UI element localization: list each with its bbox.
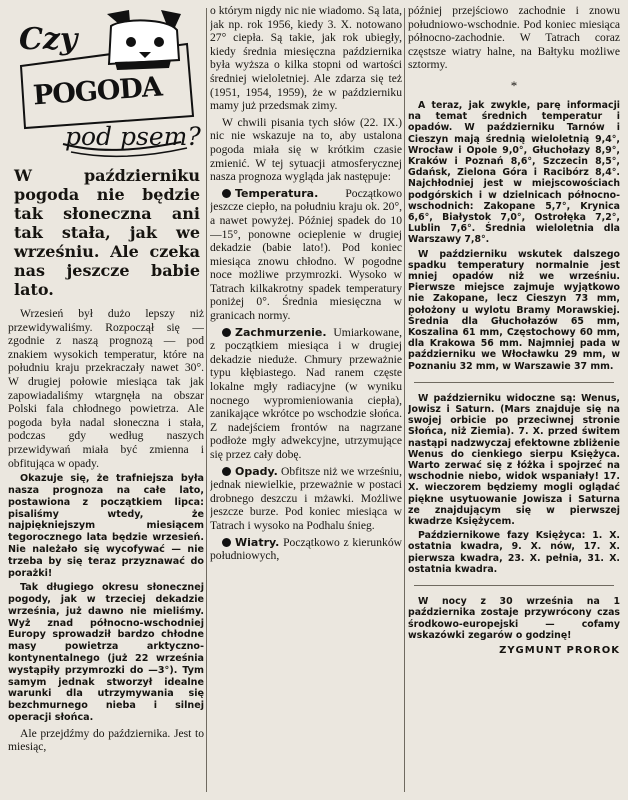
logo-word-pod-psem: pod psem?	[65, 122, 201, 151]
body-paragraph: W chwili pisania tych słów (22. IX.) nic nie wskazuje na to, aby ustalona pogoda miała się w krótkim czasie zmienić. W tej sytuacji atmosferycznej nasza prognoza wygląda jak następuje:	[210, 115, 402, 184]
body-paragraph: W październiku widoczne są: Wenus, Jowisz i Saturn. (Mars znajduje się na swojej orbicie po przeciwnej stronie Słońca, niż Ziemia). 7. X. przed świtem nastąpi nadzwyczaj efektowne zbliżenie Wenus do cienkiego sierpu Księżyca. Warto zerwać się z łóżka i spojrzeć na wschodnie niebo, widok wspaniały! 17. X. wieczorem będziemy mogli oglądać piękne usytuowanie Jowisza i Saturna ze znajdującym się w pierwszej kwadrze Księżycem.	[408, 392, 620, 528]
section-body: Obfitsze niż we wrześniu, jednak niewielkie, przeważnie w postaci drobnego deszczu i mżawki. Możliwe jeszcze burze. Pod koniec miesiąca w Tatrach i wysoko na Podhalu śnieg.	[210, 464, 402, 532]
body-paragraph: Ale przejdźmy do października. Jest to miesiąc,	[8, 726, 204, 754]
column-1	[8, 4, 204, 794]
section-body: Umiarkowane, z początkiem miesiąca i w drugiej dekadzie nieduże. Chmury przeważnie typu kłębiastego. Nad ranem częste lokalne mgły radiacyjne (w wyniku nocnego wypromieniowania ciepła), zanikające wkrótce po wschodzie słońca. Z nadejściem frontów na nagrzane podłoże mgły adwekcyjne, utrzymujące się przez cały dobę.	[210, 325, 402, 461]
divider	[414, 585, 614, 586]
section-heading: Zachmurzenie.	[235, 325, 327, 339]
bullet-icon	[222, 467, 231, 476]
bullet-icon	[222, 189, 231, 198]
forecast-wind	[210, 536, 402, 563]
header-logo	[11, 4, 201, 164]
body-paragraph: W nocy z 30 września na 1 października zostaje przywrócony czas środkowo-europejski — cofamy wskazówki zegarów o godzinę!	[408, 596, 620, 641]
body-paragraph: W październiku wskutek dalszego spadku temperatury normalnie jest mniej opadów niż we wrześniu. Pierwsze miejsce zajmuje wyjątkowo nie Zakopane, lecz Cieszyn 73 mm, położony u wylotu Bramy Morawskiej. Średnia dla Głuchołazów 65 mm, Koszalina 61 mm, Częstochowy 60 mm, dla Krakowa 56 mm. Najmniej pada w październiku we Włocławku 29 mm, w Poznaniu 32 mm, w Warszawie 37 mm.	[408, 248, 620, 372]
section-heading: Wiatry.	[235, 535, 280, 549]
body-paragraph: o którym nigdy nic nie wiadomo. Są lata, jak np. rok 1956, kiedy 3. X. notowano 27° ciepła. Są takie, jak rok ubiegły, kiedy średnia miesięczna października była wyższa o kilka stopni od wartości średniej wieloletniej. Ale zdarza się też (1951, 1954, 1959), że w październiku mamy już przedsmak zimy.	[210, 4, 402, 113]
bullet-icon	[222, 328, 231, 337]
divider	[414, 382, 614, 383]
body-paragraph: później przejściowo zachodnie i znowu południowo-wschodnie. Pod koniec miesiąca północno-zachodnie. W Tatrach coraz częstsze wiatry halne, na Bałtyku możliwe sztormy.	[408, 4, 620, 72]
body-paragraph: Tak długiego okresu słonecznej pogody, jak w trzeciej dekadzie września, już dawno nie mieliśmy. Wyż znad północno-wschodniej Europy sprowadził bardzo chłodne masy powietrza arktyczno-kontynentalnego (już 22 września wystąpiły przymrozki do —3°). Tym samym jednak stworzył idealne warunki dla utrzymywania się bezchmurnego nieba i silnej operacji słońca.	[8, 582, 204, 724]
lead-paragraph: W październiku pogoda nie będzie tak słoneczna ani tak stała, jak we wrześniu. Ale czeka nas jeszcze babie lato.	[14, 166, 200, 299]
section-heading: Opady.	[235, 464, 278, 478]
forecast-clouds	[210, 326, 402, 462]
section-heading: Temperatura.	[235, 186, 319, 200]
forecast-rain	[210, 465, 402, 533]
body-paragraph: Okazuje się, że trafniejsza była nasza prognoza na całe lato, postawiona z początkiem lipca: pisaliśmy wtedy, że najpiękniejszym miesiącem tegorocznego lata będzie wrzesień. Nie należało się wycofywać — nie trzeba by się teraz przyznawać do porażki!	[8, 473, 204, 579]
column-rule	[404, 8, 405, 792]
section-body: Początkowo jeszcze ciepło, na południu kraju ok. 20°, a nawet powyżej. Później spadek do 10—15°, ponowne ocieplenie w drugiej dekadzie (babie lato!). Pod koniec miesiąca znowu chłodno. W pogodne noce możliwe przymrozki. Wysoko w Tatrach kilkakrotny spadek temperatury poniżej 0°. Średnia miesięczna w granicach normy.	[210, 186, 402, 323]
star-separator: *	[510, 77, 518, 93]
section-body: Początkowo z kierunków południowych,	[210, 535, 402, 563]
bullet-icon	[222, 538, 231, 547]
body-paragraph: Październikowe fazy Księżyca: 1. X. ostatnia kwadra, 9. X. nów, 17. X. pierwsza kwadra, 23. X. pełnia, 31. X. ostatnia kwadra.	[408, 530, 620, 575]
logo-word-czy: Czy	[19, 22, 78, 57]
column-3	[408, 4, 620, 796]
column-2	[210, 4, 402, 796]
body-paragraph: Wrzesień był dużo lepszy niż przewidywaliśmy. Rozpoczął się — zgodnie z naszą prognozą — pod znakiem wysokich temperatur, które na południu kraju przekraczały nawet 30°. W drugiej połowie miesiąca tak jak zapowiadaliśmy wtargnęła na obszar Polski fala chłodnego powietrza. Ale pogoda była nadal słoneczna i stała, podczas gdy według naszych przewidywań miała być zmienna i obfitująca w opady.	[8, 307, 204, 470]
forecast-temperature	[210, 187, 402, 323]
body-paragraph: A teraz, jak zwykle, parę informacji na temat średnich temperatur i opadów. W październiku Tarnów i Cieszyn mają średnią wieloletnią 9,4°, Wrocław i Opole 9,0°, Głuchołazy 8,9°, Kraków i Poznań 8,6°, Szczecin 8,5°, Gdańsk, Zielona Góra i Racibórz 8,4°. Najchłodniej jest w miejscowościach podgórskich i w dzielnicach północno-wschodnich: Zakopane 5,7°, Krynica 6,6°, Białystok 7,0°, Ostrołęka 7,2°, Lublin 7,6°. Średnia wieloletnia dla Warszawy 7,8°.	[408, 99, 620, 246]
author-signature: ZYGMUNT PROROK	[499, 644, 620, 656]
logo-word-pogoda: POGODA	[32, 71, 163, 112]
column-rule	[206, 8, 207, 792]
